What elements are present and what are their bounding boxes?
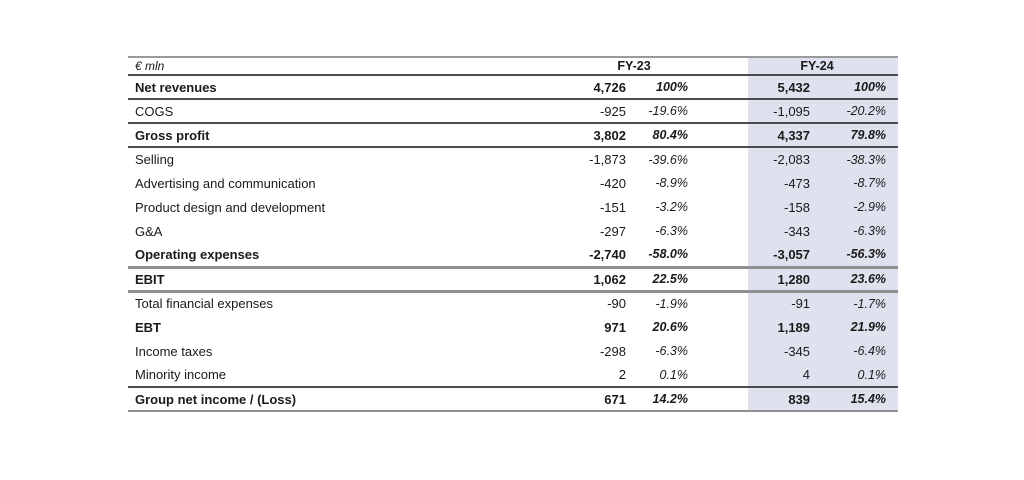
fy23-percent: -19.6% bbox=[628, 99, 690, 123]
fy24-value: 4 bbox=[748, 363, 812, 387]
column-spacer bbox=[690, 147, 748, 171]
column-spacer bbox=[690, 315, 748, 339]
fy23-percent: 14.2% bbox=[628, 387, 690, 411]
fy23-value: -2,740 bbox=[589, 246, 626, 262]
column-spacer bbox=[690, 387, 748, 411]
fy23-value: 3,802 bbox=[520, 123, 628, 147]
fy24-percent: -20.2% bbox=[812, 99, 898, 123]
row-label: COGS bbox=[128, 99, 520, 123]
fy24-percent: -56.3% bbox=[812, 243, 898, 267]
column-spacer bbox=[690, 243, 748, 267]
fy23-value: 1,062 bbox=[520, 267, 628, 291]
row-label: Group net income / (Loss) bbox=[128, 387, 520, 411]
row-label: Total financial expenses bbox=[128, 291, 520, 315]
fy23-percent: -58.0% bbox=[648, 247, 688, 262]
fy24-value: -1,095 bbox=[748, 99, 812, 123]
row-label: Income taxes bbox=[135, 343, 213, 359]
column-spacer bbox=[690, 219, 748, 243]
fy24-percent: 15.4% bbox=[812, 387, 898, 411]
fy23-percent: -1.9% bbox=[628, 291, 690, 315]
column-spacer bbox=[690, 363, 748, 387]
row-label: Advertising and communication bbox=[135, 175, 316, 191]
column-spacer bbox=[690, 267, 748, 291]
row-label: Product design and development bbox=[135, 199, 326, 215]
column-spacer bbox=[690, 195, 748, 219]
table-row bbox=[128, 339, 898, 363]
table-row bbox=[128, 363, 898, 387]
table-body bbox=[128, 75, 898, 411]
fy24-percent: 0.1% bbox=[812, 363, 898, 387]
table-row bbox=[128, 147, 898, 171]
unit-label: € mln bbox=[135, 59, 165, 73]
row-label: Selling bbox=[128, 147, 520, 171]
row-label: Minority income bbox=[135, 367, 227, 382]
fy24-value: 5,432 bbox=[748, 75, 812, 99]
row-label: Net revenues bbox=[128, 75, 520, 99]
fy24-value: -345 bbox=[748, 339, 812, 363]
fy23-value: 971 bbox=[604, 319, 626, 335]
fy24-percent: 21.9% bbox=[812, 315, 898, 339]
fy24-value: -473 bbox=[748, 171, 812, 195]
fy24-percent: -8.7% bbox=[812, 171, 898, 195]
fy24-percent: -6.3% bbox=[812, 219, 898, 243]
financial-table bbox=[128, 56, 898, 412]
row-label: Gross profit bbox=[128, 123, 520, 147]
fy24-percent: -6.4% bbox=[812, 339, 898, 363]
fy24-value: 4,337 bbox=[748, 123, 812, 147]
income-statement-table bbox=[128, 56, 898, 412]
fy24-percent: -1.7% bbox=[812, 291, 898, 315]
fy23-value: -297 bbox=[599, 223, 626, 239]
table-row bbox=[128, 291, 898, 315]
column-header-fy24: FY-24 bbox=[748, 57, 898, 75]
table-row bbox=[128, 123, 898, 147]
row-label: G&A bbox=[135, 223, 163, 239]
table-row bbox=[128, 195, 898, 219]
table-row bbox=[128, 171, 898, 195]
fy24-value: -2,083 bbox=[748, 147, 812, 171]
fy23-value: 671 bbox=[520, 387, 628, 411]
fy23-percent: -6.3% bbox=[655, 344, 688, 358]
fy24-value: -343 bbox=[748, 219, 812, 243]
column-spacer bbox=[690, 123, 748, 147]
column-spacer bbox=[690, 339, 748, 363]
fy24-value: 1,280 bbox=[748, 267, 812, 291]
fy23-percent: -3.2% bbox=[655, 200, 688, 214]
row-label: Operating expenses bbox=[135, 246, 260, 262]
fy24-percent: -2.9% bbox=[812, 195, 898, 219]
fy23-value: -90 bbox=[520, 291, 628, 315]
row-label: EBT bbox=[135, 319, 161, 335]
column-spacer bbox=[690, 291, 748, 315]
fy24-percent: 23.6% bbox=[812, 267, 898, 291]
fy24-value: 1,189 bbox=[748, 315, 812, 339]
fy24-percent: -38.3% bbox=[812, 147, 898, 171]
fy23-percent: 20.6% bbox=[652, 320, 688, 334]
fy23-percent: 100% bbox=[628, 75, 690, 99]
fy23-percent: -6.3% bbox=[655, 224, 688, 238]
column-spacer bbox=[690, 99, 748, 123]
fy24-value: -158 bbox=[748, 195, 812, 219]
fy23-value: -420 bbox=[599, 175, 626, 191]
column-spacer bbox=[690, 171, 748, 195]
column-spacer bbox=[690, 75, 748, 99]
fy23-value: -925 bbox=[520, 99, 628, 123]
fy23-value: 4,726 bbox=[520, 75, 628, 99]
fy23-percent: 22.5% bbox=[628, 267, 690, 291]
fy23-percent: 80.4% bbox=[628, 123, 690, 147]
table-row bbox=[128, 243, 898, 267]
fy23-percent: -8.9% bbox=[655, 176, 688, 190]
fy24-percent: 79.8% bbox=[812, 123, 898, 147]
fy23-value: -1,873 bbox=[520, 147, 628, 171]
table-row bbox=[128, 99, 898, 123]
fy23-value: -298 bbox=[599, 343, 626, 359]
row-label: EBIT bbox=[128, 267, 520, 291]
table-row bbox=[128, 75, 898, 99]
fy24-value: -3,057 bbox=[748, 243, 812, 267]
column-header-fy23: FY-23 bbox=[617, 59, 651, 73]
table-row bbox=[128, 315, 898, 339]
fy23-percent: 0.1% bbox=[659, 367, 688, 382]
table-row bbox=[128, 219, 898, 243]
table-row bbox=[128, 267, 898, 291]
fy23-value: -151 bbox=[599, 199, 626, 215]
fy24-value: 839 bbox=[748, 387, 812, 411]
table-row bbox=[128, 387, 898, 411]
fy23-percent: -39.6% bbox=[628, 147, 690, 171]
header-row bbox=[128, 57, 898, 75]
fy24-value: -91 bbox=[748, 291, 812, 315]
fy23-value: 2 bbox=[618, 367, 626, 382]
fy24-percent: 100% bbox=[812, 75, 898, 99]
